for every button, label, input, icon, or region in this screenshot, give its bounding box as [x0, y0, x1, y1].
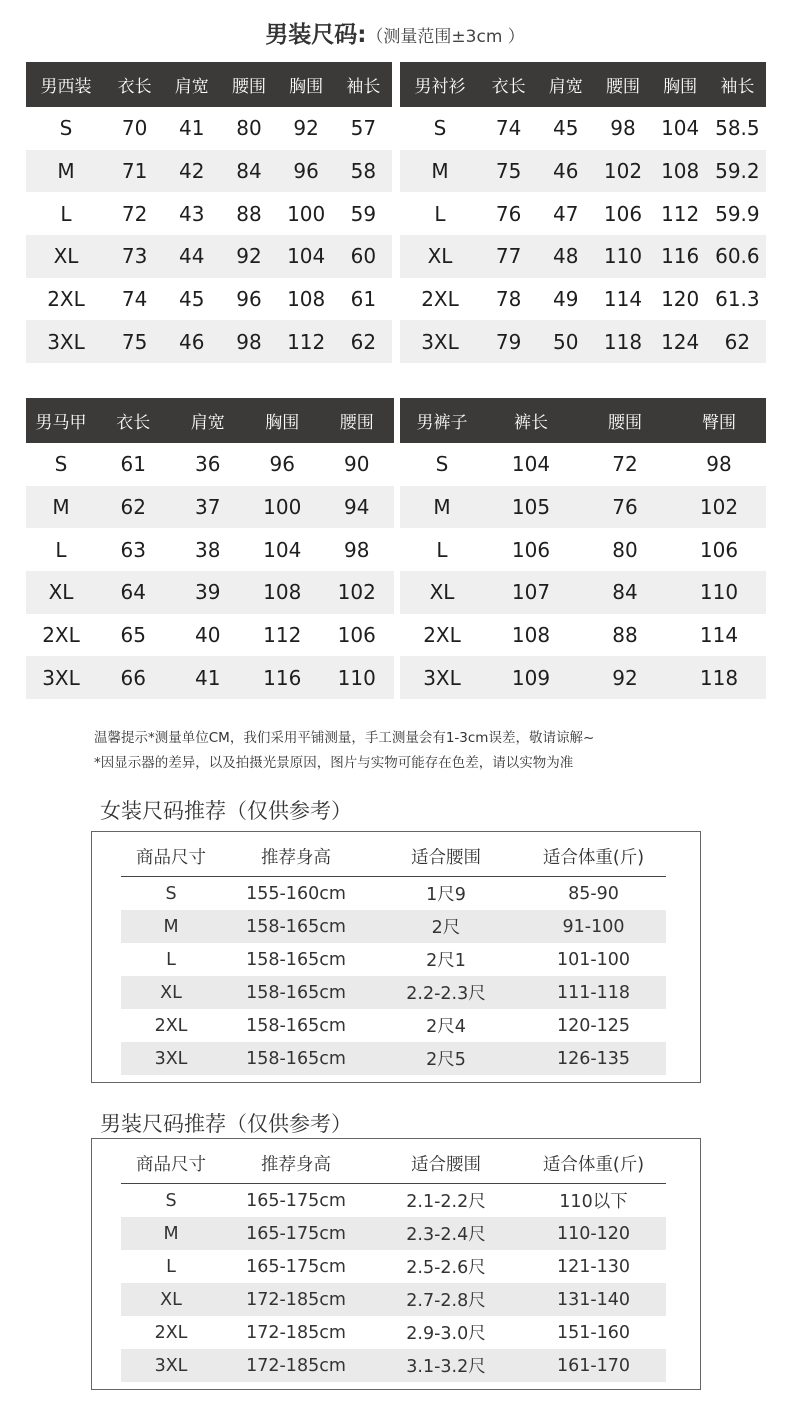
size-cell: L [434, 201, 446, 226]
header-cell: 腰围 [594, 62, 651, 107]
value-cell: 76 [578, 486, 672, 529]
value-cell: 98 [220, 320, 277, 363]
header-cell: 商品尺寸 [121, 836, 221, 877]
page-title-main: 男装尺码: [265, 22, 367, 48]
header-cell: 男马甲 [26, 398, 96, 443]
header-cell: 推荐身高 [221, 836, 371, 877]
size-cell: XL [400, 571, 484, 614]
value-cell: 110 [320, 656, 395, 699]
header-cell: 适合腰围 [371, 1143, 521, 1184]
header-cell: 衣长 [96, 398, 171, 443]
value-cell: 74 [495, 116, 522, 141]
size-cell: L [166, 1256, 176, 1277]
value-cell: 105 [484, 486, 578, 529]
size-cell: L [60, 201, 72, 226]
value-cell: 77 [480, 235, 537, 278]
header-cell: 衣长 [480, 62, 537, 107]
size-cell: S [165, 1190, 177, 1211]
value-cell: 114 [699, 623, 739, 648]
size-cell: 2XL [154, 1322, 188, 1343]
value-cell: 131-140 [521, 1283, 666, 1316]
size-cell: 2XL [154, 1015, 188, 1036]
value-cell: 73 [106, 235, 163, 278]
value-cell: 98 [610, 116, 636, 141]
table-row [26, 107, 392, 150]
pants-size-table [400, 398, 766, 699]
value-cell: 110-120 [521, 1217, 666, 1250]
header-cell: 袖长 [709, 62, 766, 107]
size-cell: M [26, 486, 96, 529]
size-cell: M [400, 150, 480, 193]
value-cell: 96 [278, 150, 335, 193]
value-cell: 2.5-2.6尺 [406, 1258, 486, 1278]
value-cell: 98 [344, 537, 370, 562]
size-cell: L [436, 537, 448, 562]
value-cell: 108 [511, 623, 551, 648]
table-row [400, 150, 766, 193]
size-cell: S [165, 883, 177, 904]
table-header-row [26, 62, 392, 107]
size-cell: 3XL [26, 320, 106, 363]
value-cell: 74 [121, 287, 148, 312]
value-cell: 41 [171, 656, 246, 699]
size-cell: XL [121, 976, 221, 1009]
value-cell: 70 [121, 116, 148, 141]
value-cell: 64 [96, 571, 171, 614]
table-row [400, 235, 766, 278]
value-cell: 106 [511, 537, 551, 562]
value-cell: 110 [594, 235, 651, 278]
size-cell: L [166, 949, 176, 970]
value-cell: 165-175cm [246, 1190, 346, 1211]
value-cell: 155-160cm [246, 883, 346, 904]
value-cell: 110以下 [559, 1192, 628, 1212]
header-cell: 男西装 [26, 62, 106, 107]
header-cell: 适合体重(斤) [521, 1143, 666, 1184]
value-cell: 2.3-2.4尺 [371, 1217, 521, 1250]
size-cell: XL [400, 235, 480, 278]
value-cell: 72 [612, 452, 638, 477]
table-row [26, 235, 392, 278]
value-cell: 75 [106, 320, 163, 363]
value-cell: 46 [163, 320, 220, 363]
value-cell: 78 [495, 287, 522, 312]
table-header-row [400, 62, 766, 107]
value-cell: 58.5 [715, 116, 760, 141]
value-cell: 59.2 [709, 150, 766, 193]
size-cell: 3XL [400, 656, 484, 699]
table-row [400, 656, 766, 699]
size-cell: XL [26, 571, 96, 614]
header-cell: 肩宽 [171, 398, 246, 443]
value-cell: 116 [652, 235, 709, 278]
value-cell: 40 [195, 623, 221, 648]
table-row [121, 976, 666, 1009]
table-row [26, 571, 394, 614]
value-cell: 50 [537, 320, 594, 363]
size-cell: 3XL [121, 1042, 221, 1075]
value-cell: 118 [594, 320, 651, 363]
table-row [121, 1316, 666, 1349]
header-cell: 男衬衫 [400, 62, 480, 107]
value-cell: 41 [179, 116, 205, 141]
size-cell: 2XL [421, 287, 459, 312]
table-row [121, 1349, 666, 1382]
table-row [121, 1184, 666, 1218]
value-cell: 108 [287, 287, 326, 312]
header-cell: 推荐身高 [221, 1143, 371, 1184]
table-header-row [26, 398, 394, 443]
value-cell: 59.9 [715, 201, 760, 226]
vest-size-table [26, 398, 394, 699]
value-cell: 42 [163, 150, 220, 193]
header-cell: 适合体重(斤) [521, 836, 666, 877]
table-header-row [121, 1143, 666, 1184]
men-rec-table [121, 1143, 666, 1382]
value-cell: 39 [171, 571, 246, 614]
size-cell: 2XL [423, 623, 461, 648]
table-row [26, 614, 394, 657]
table-row [121, 1217, 666, 1250]
table-row [26, 278, 392, 321]
value-cell: 112 [263, 623, 302, 648]
table-row [400, 528, 766, 571]
value-cell: 158-165cm [221, 910, 371, 943]
value-cell: 108 [245, 571, 320, 614]
suit-size-table [26, 62, 392, 363]
value-cell: 2尺1 [426, 951, 466, 971]
table-row [26, 528, 394, 571]
header-cell: 肩宽 [537, 62, 594, 107]
value-cell: 165-175cm [221, 1217, 371, 1250]
value-cell: 120-125 [556, 1015, 631, 1036]
value-cell: 158-165cm [246, 949, 346, 970]
header-cell: 腰围 [578, 398, 672, 443]
value-cell: 96 [269, 452, 295, 477]
value-cell: 62 [96, 486, 171, 529]
value-cell: 151-160 [556, 1322, 631, 1343]
table-header-row [400, 398, 766, 443]
size-cell: XL [26, 235, 106, 278]
table-row [26, 192, 392, 235]
size-cell: XL [121, 1283, 221, 1316]
table-row [26, 443, 394, 486]
table-row [121, 943, 666, 976]
value-cell: 65 [120, 623, 146, 648]
header-cell: 胸围 [245, 398, 320, 443]
value-cell: 62 [335, 320, 392, 363]
value-cell: 92 [578, 656, 672, 699]
value-cell: 116 [245, 656, 320, 699]
value-cell: 2.7-2.8尺 [371, 1283, 521, 1316]
value-cell: 121-130 [556, 1256, 631, 1277]
size-cell: M [121, 1217, 221, 1250]
table-row [400, 486, 766, 529]
table-row [121, 1283, 666, 1316]
value-cell: 88 [236, 201, 262, 226]
size-cell: M [26, 150, 106, 193]
table-row [121, 1009, 666, 1042]
value-cell: 161-170 [521, 1349, 666, 1382]
table-row [121, 910, 666, 943]
value-cell: 72 [121, 201, 148, 226]
value-cell: 2尺 [371, 910, 521, 943]
men-rec-title: 男装尺码推荐（仅供参考） [100, 1112, 352, 1136]
size-cell: 3XL [400, 320, 480, 363]
value-cell: 98 [706, 452, 732, 477]
value-cell: 62 [709, 320, 766, 363]
value-cell: 104 [511, 452, 551, 477]
value-cell: 37 [171, 486, 246, 529]
value-cell: 60.6 [709, 235, 766, 278]
value-cell: 100 [287, 201, 326, 226]
value-cell: 36 [195, 452, 221, 477]
value-cell: 63 [120, 537, 146, 562]
value-cell: 126-135 [521, 1042, 666, 1075]
value-cell: 45 [553, 116, 579, 141]
value-cell: 59 [350, 201, 377, 226]
measurement-notes [94, 726, 594, 776]
value-cell: 102 [672, 486, 766, 529]
value-cell: 2.1-2.2尺 [406, 1192, 486, 1212]
value-cell: 80 [236, 116, 262, 141]
women-rec-title: 女装尺码推荐（仅供参考） [100, 799, 352, 823]
value-cell: 102 [320, 571, 395, 614]
value-cell: 158-165cm [221, 1042, 371, 1075]
page-title [0, 16, 790, 49]
value-cell: 124 [652, 320, 709, 363]
table-row [26, 150, 392, 193]
value-cell: 48 [537, 235, 594, 278]
value-cell: 58 [335, 150, 392, 193]
value-cell: 61 [120, 452, 146, 477]
value-cell: 44 [163, 235, 220, 278]
value-cell: 75 [480, 150, 537, 193]
value-cell: 120 [661, 287, 700, 312]
header-cell: 腰围 [320, 398, 395, 443]
size-cell: M [400, 486, 484, 529]
header-cell: 腰围 [220, 62, 277, 107]
table-row [400, 443, 766, 486]
size-cell: S [54, 452, 68, 477]
size-cell: 2XL [42, 623, 80, 648]
value-cell: 38 [195, 537, 221, 562]
value-cell: 80 [612, 537, 638, 562]
header-cell: 胸围 [278, 62, 335, 107]
value-cell: 104 [263, 537, 302, 562]
value-cell: 101-100 [556, 949, 631, 970]
value-cell: 57 [350, 116, 377, 141]
value-cell: 66 [96, 656, 171, 699]
size-cell: 3XL [26, 656, 96, 699]
value-cell: 106 [603, 201, 643, 226]
value-cell: 84 [220, 150, 277, 193]
header-cell: 适合腰围 [371, 836, 521, 877]
value-cell: 88 [612, 623, 638, 648]
table-row [400, 320, 766, 363]
table-row [400, 107, 766, 150]
value-cell: 106 [699, 537, 739, 562]
value-cell: 108 [652, 150, 709, 193]
value-cell: 100 [245, 486, 320, 529]
table-row [400, 571, 766, 614]
value-cell: 76 [495, 201, 522, 226]
value-cell: 46 [537, 150, 594, 193]
value-cell: 109 [484, 656, 578, 699]
value-cell: 104 [661, 116, 700, 141]
value-cell: 2.9-3.0尺 [406, 1324, 486, 1344]
value-cell: 90 [344, 452, 370, 477]
value-cell: 102 [594, 150, 651, 193]
value-cell: 61.3 [715, 287, 760, 312]
value-cell: 79 [480, 320, 537, 363]
header-cell: 胸围 [652, 62, 709, 107]
table-row [26, 486, 394, 529]
value-cell: 172-185cm [246, 1322, 346, 1343]
value-cell: 112 [278, 320, 335, 363]
header-cell: 商品尺寸 [121, 1143, 221, 1184]
value-cell: 172-185cm [221, 1283, 371, 1316]
value-cell: 47 [553, 201, 579, 226]
header-cell: 臀围 [672, 398, 766, 443]
size-cell: 3XL [121, 1349, 221, 1382]
table-row [121, 1042, 666, 1075]
table-row [400, 614, 766, 657]
value-cell: 84 [578, 571, 672, 614]
header-cell: 衣长 [106, 62, 163, 107]
value-cell: 104 [278, 235, 335, 278]
table-row [400, 278, 766, 321]
table-row [26, 320, 392, 363]
value-cell: 158-165cm [246, 1015, 346, 1036]
value-cell: 1尺9 [426, 885, 466, 905]
value-cell: 49 [553, 287, 579, 312]
value-cell: 61 [350, 287, 377, 312]
value-cell: 85-90 [568, 883, 619, 904]
table-row [121, 1250, 666, 1283]
value-cell: 3.1-3.2尺 [371, 1349, 521, 1382]
value-cell: 60 [335, 235, 392, 278]
shirt-size-table [400, 62, 766, 363]
value-cell: 107 [484, 571, 578, 614]
value-cell: 106 [337, 623, 376, 648]
table-row [121, 877, 666, 911]
size-cell: S [59, 116, 73, 141]
note-line: 温馨提示*测量单位CM，我们采用平铺测量，手工测量会有1-3cm误差，敬请谅解~ [94, 730, 595, 746]
table-row [400, 192, 766, 235]
table-header-row [121, 836, 666, 877]
header-cell: 男裤子 [400, 398, 484, 443]
value-cell: 112 [661, 201, 700, 226]
value-cell: 45 [179, 287, 205, 312]
page-title-range: （测量范围±3cm ） [366, 27, 525, 47]
value-cell: 43 [179, 201, 205, 226]
note-line: *因显示器的差异，以及拍摄光景原因，图片与实物可能存在色差，请以实物为准 [94, 755, 574, 771]
size-cell: 2XL [47, 287, 85, 312]
value-cell: 92 [220, 235, 277, 278]
value-cell: 2尺4 [426, 1017, 466, 1037]
value-cell: 94 [320, 486, 395, 529]
value-cell: 92 [293, 116, 319, 141]
value-cell: 2.2-2.3尺 [371, 976, 521, 1009]
value-cell: 91-100 [521, 910, 666, 943]
header-cell: 肩宽 [163, 62, 220, 107]
value-cell: 2尺5 [371, 1042, 521, 1075]
value-cell: 96 [236, 287, 262, 312]
value-cell: 71 [106, 150, 163, 193]
table-row [26, 656, 394, 699]
header-cell: 裤长 [484, 398, 578, 443]
size-cell: M [121, 910, 221, 943]
value-cell: 118 [672, 656, 766, 699]
value-cell: 172-185cm [221, 1349, 371, 1382]
size-cell: S [435, 452, 449, 477]
value-cell: 110 [672, 571, 766, 614]
women-rec-table [121, 836, 666, 1075]
value-cell: 165-175cm [246, 1256, 346, 1277]
header-cell: 袖长 [335, 62, 392, 107]
size-cell: L [55, 537, 67, 562]
value-cell: 111-118 [521, 976, 666, 1009]
value-cell: 158-165cm [221, 976, 371, 1009]
value-cell: 114 [603, 287, 643, 312]
size-cell: S [433, 116, 447, 141]
